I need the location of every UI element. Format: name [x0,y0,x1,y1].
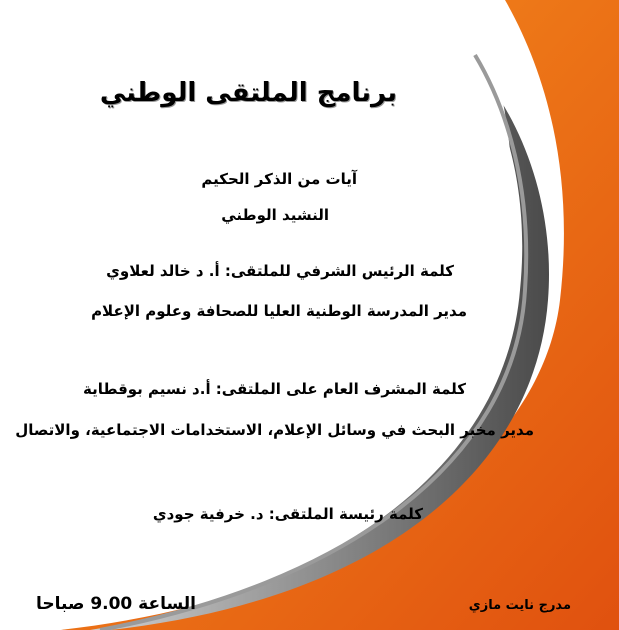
program-item-chair-speech: كلمة رئيسة الملتقى: د. خرفية جودي [152,505,423,523]
program-item-supervisor-speech: كلمة المشرف العام على الملتقى: أ.د نسيم بوقطاية [82,380,466,398]
program-item-anthem: النشيد الوطني [221,206,329,224]
program-item-supervisor-role: مدير مخبر البحث في وسائل الإعلام، الاستخدامات الاجتماعية، والاتصال [15,421,534,439]
footer-hall: مدرج نايت مازي [468,598,571,613]
program-item-honorary-speech: كلمة الرئيس الشرفي للملتقى: أ. د خالد لعلاوي [106,262,454,280]
page-title: برنامج الملتقى الوطني [99,78,397,108]
footer-time: الساعة 9.00 صباحا [36,594,196,614]
program-item-verses: آيات من الذكر الحكيم [201,170,357,188]
program-item-honorary-role: مدير المدرسة الوطنية العليا للصحافة وعلوم الإعلام [91,302,467,320]
